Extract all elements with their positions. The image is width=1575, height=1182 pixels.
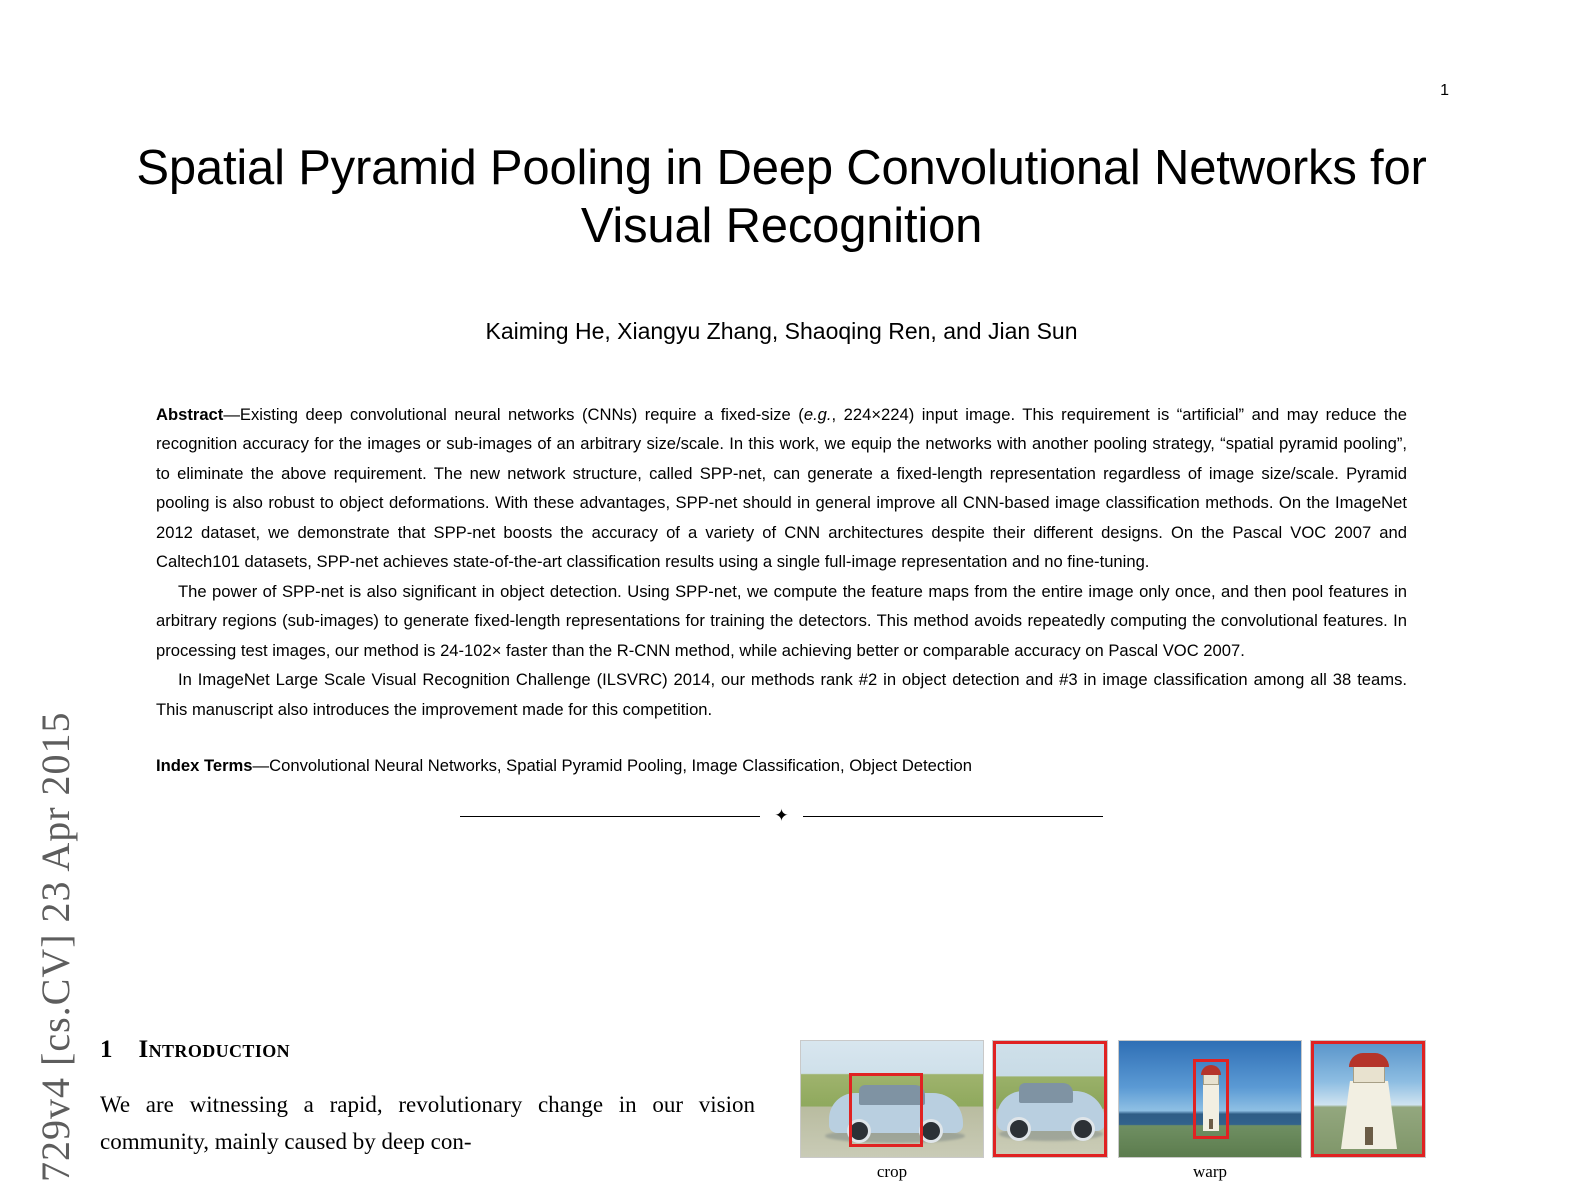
- abstract-paragraph-1: [156, 400, 1407, 577]
- index-terms-text: —Convolutional Neural Networks, Spatial Pyramid Pooling, Image Classification, Object Detection: [252, 756, 972, 776]
- figure-caption-warp: warp: [1193, 1162, 1227, 1181]
- diamond-icon: ✦: [774, 806, 789, 826]
- figure-caption-crop: crop: [876, 1162, 908, 1181]
- page-title: Spatial Pyramid Pooling in Deep Convolutional Networks for Visual Recognition: [136, 141, 1427, 253]
- figure-1: [800, 1040, 1465, 1182]
- divider-rule-right: [803, 816, 1103, 817]
- lighthouse-warped-image: [1310, 1040, 1426, 1158]
- abstract-text-1b: , 224×224) input image. This requirement is “artificial” and may reduce the recognition accuracy for the images or sub-images of an arbitrary size/scale. In this work, we equip the networks with another pooling strategy, “spatial pyramid pooling”, to eliminate the above requirement. The new network structure, called SPP-net, can generate a fixed-length representation regardless of image size/scale. Pyramid pooling is also robust to object deformations. With these advantages, SPP-net should in general improve all CNN-based image classification methods. On the ImageNet 2012 dataset, we demonstrate that SPP-net boosts the accuracy of a variety of CNN architectures despite their different designs. On the Pascal VOC 2007 and Caltech101 datasets, SPP-net achieves state-of-the-art classification results using a single full-image representation and no fine-tuning.: [156, 404, 1407, 572]
- figure-group-warp: [1118, 1040, 1426, 1182]
- divider-rule-left: [460, 816, 760, 817]
- section-number: 1: [100, 1036, 113, 1063]
- arxiv-stamp-text: 729v4 [cs.CV] 23 Apr 2015: [32, 711, 78, 1182]
- section-heading: [100, 1036, 760, 1064]
- abstract-eg: e.g.: [803, 404, 832, 424]
- car-full-image: [800, 1040, 984, 1158]
- abstract-label: Abstract: [156, 404, 224, 424]
- abstract-paragraph-2: The power of SPP-net is also significant in object detection. Using SPP-net, we compute the feature maps from the entire image only once, and then pool features in arbitrary regions (sub-images) to generate fixed-length representations for training the detectors. This method avoids repeatedly computing the convolutional features. In processing test images, our method is 24-102× faster than the R-CNN method, while achieving better or comparable accuracy on Pascal VOC 2007.: [156, 581, 1407, 660]
- abstract-paragraph-3: In ImageNet Large Scale Visual Recognition Challenge (ILSVRC) 2014, our methods rank #2 in object detection and #3 in image classification among all 38 teams. This manuscript also introduces the improvement made for this competition.: [156, 670, 1407, 719]
- section-body-text: We are witnessing a rapid, revolutionary change in our vision community, mainly caused by deep con-: [100, 1092, 755, 1155]
- figure-group-crop: [800, 1040, 1108, 1182]
- section-introduction: [100, 1036, 760, 1161]
- abstract-text-1a: Existing deep convolutional neural networks (CNNs) require a fixed-size (: [239, 404, 804, 424]
- section-title: Introduction: [138, 1036, 291, 1063]
- lighthouse-full-image: [1118, 1040, 1302, 1158]
- car-crop-image: [992, 1040, 1108, 1158]
- abstract-dash: —: [223, 404, 240, 424]
- page-number: 1: [1440, 82, 1449, 99]
- index-terms-label: Index Terms: [156, 756, 253, 776]
- abstract-block: [100, 400, 1463, 725]
- author-list: Kaiming He, Xiangyu Zhang, Shaoqing Ren, and Jian Sun: [485, 317, 1078, 344]
- arxiv-stamp: [10, 0, 100, 1182]
- section-divider: [100, 808, 1463, 825]
- index-terms: [100, 753, 1463, 780]
- paper-header: [100, 140, 1463, 825]
